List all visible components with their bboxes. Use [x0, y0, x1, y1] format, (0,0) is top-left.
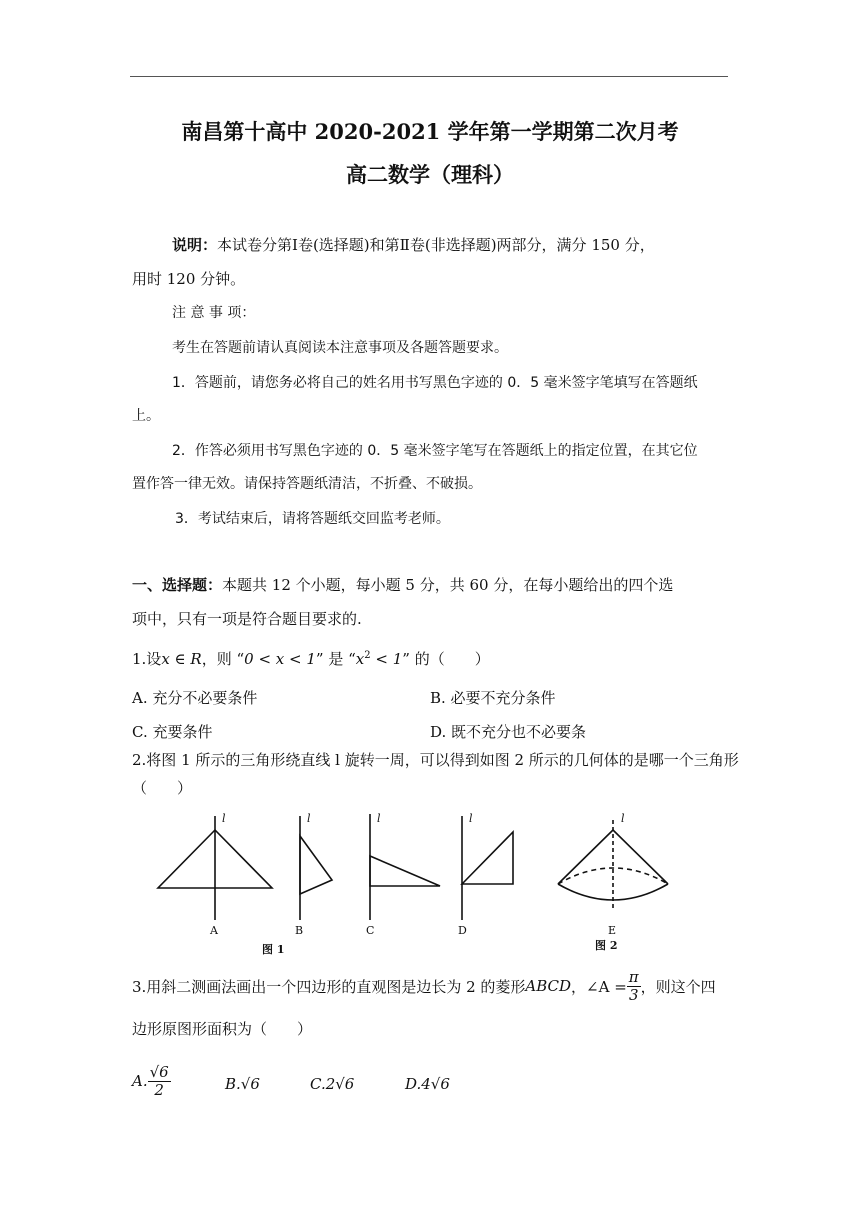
fig-b-axis-label: l	[307, 812, 311, 825]
q3-post: ，则这个四	[640, 977, 716, 996]
q1-mid: ” 是 “	[315, 650, 356, 668]
section1-text: 本题共 12 个小题，每小题 5 分，共 60 分，在每小题给出的四个选	[222, 576, 674, 594]
q3-option-a-frac	[148, 1064, 171, 1098]
notice-general: 考生在答题前请认真阅读本注意事项及各题答题要求。	[172, 340, 508, 356]
q3-option-a-den: 2	[154, 1080, 164, 1099]
q3-frac-num: π	[628, 968, 639, 986]
q1-option-c: C. 充要条件	[132, 723, 213, 741]
q1-option-b: B. 必要不充分条件	[430, 689, 556, 707]
exam-title: 南昌第十高中 2020-2021 学年第一学期第二次月考	[181, 119, 679, 144]
q3-option-d: D.4√6	[405, 1075, 450, 1093]
q2-stem-line2: （ ）	[132, 779, 193, 797]
q1-then: ，则 “	[201, 650, 245, 668]
q3-option-a-label: A.	[132, 1072, 148, 1090]
section1-line1	[132, 574, 673, 595]
q3-option-b: B.√6	[225, 1075, 260, 1093]
q1-prefix: 1.设	[132, 650, 162, 668]
fig-e-axis-label: l	[621, 812, 625, 825]
q3-option-a-num: √6	[149, 1063, 169, 1081]
fig-label-e: E	[608, 924, 617, 937]
fig-c-triangle	[370, 856, 440, 886]
fig-d-axis-label: l	[469, 812, 473, 825]
fig-d-triangle	[462, 832, 513, 884]
notice-item2-line1: 2．作答必须用书写黑色字迹的 0．5 毫米签字笔写在答题纸上的指定位置，在其它位	[172, 443, 698, 459]
q3-angle: ，∠A =	[571, 977, 627, 996]
notice-heading: 注 意 事 项：	[172, 305, 256, 321]
section1-line2: 项中，只有一项是符合题目要求的.	[132, 610, 362, 628]
section1-label: 一、选择题：	[132, 576, 223, 594]
intro-text: 本试卷分第Ⅰ卷(选择题)和第Ⅱ卷(非选择题)两部分，满分 150 分，	[217, 236, 655, 254]
q1-domain: ∈ R	[169, 650, 202, 668]
q3-pre: 3.用斜二测画法画出一个四边形的直观图是边长为 2 的菱形	[132, 977, 526, 996]
fig-caption-1: 图 1	[262, 943, 285, 956]
exam-subtitle: 高二数学（理科）	[346, 162, 514, 187]
fig-e-right-edge	[613, 830, 668, 884]
q3-stem-line2: 边形原图形面积为（ ）	[132, 1020, 313, 1038]
notice-item1-line2: 上。	[132, 408, 160, 424]
q2-stem-line1: 2.将图 1 所示的三角形绕直线 l 旋转一周，可以得到如图 2 所示的几何体的是哪一个三角形	[132, 751, 739, 769]
intro-line2: 用时 120 分钟。	[132, 270, 246, 288]
intro-line1	[172, 234, 655, 255]
fig-caption-2: 图 2	[595, 939, 618, 952]
notice-item1-line1: 1．答题前，请您务必将自己的姓名用书写黑色字迹的 0．5 毫米签字笔填写在答题纸	[172, 375, 698, 391]
top-rule	[130, 76, 728, 77]
notice-item2-line2: 置作答一律无效。请保持答题纸清洁，不折叠、不破损。	[132, 476, 482, 492]
fig-label-a: A	[210, 924, 218, 937]
q1-end: ” 的（ ）	[402, 650, 490, 668]
fig-e-left-edge	[558, 830, 613, 884]
fig-c-axis-label: l	[377, 812, 381, 825]
q1-var: x	[161, 650, 170, 668]
q1-cond1: 0 < x < 1	[244, 650, 316, 668]
notice-item3: 3．考试结束后，请将答题纸交回监考老师。	[175, 511, 450, 527]
q1-option-a: A. 充分不必要条件	[132, 689, 258, 707]
q3-stem-line1	[132, 969, 716, 1003]
q2-figure	[140, 808, 700, 960]
q1-stem	[132, 648, 490, 669]
fig-label-c: C	[366, 924, 375, 937]
q3-frac-den: 3	[628, 985, 639, 1004]
q3-option-c: C.2√6	[310, 1075, 355, 1093]
q3-rhombus: ABCD	[525, 977, 572, 995]
q1-option-d: D. 既不充分也不必要条	[430, 723, 587, 741]
fig-b-triangle	[300, 836, 332, 894]
q1-cond2-rest: < 1	[370, 650, 403, 668]
q3-option-a	[132, 1064, 171, 1098]
q1-cond2-base: x	[355, 650, 365, 668]
q1-cond2-sup: 2	[364, 650, 371, 661]
fig-label-d: D	[458, 924, 467, 937]
intro-label: 说明：	[172, 236, 218, 254]
fig-label-b: B	[295, 924, 304, 937]
fig-a-axis-label: l	[222, 812, 226, 825]
q3-fraction	[627, 969, 641, 1003]
